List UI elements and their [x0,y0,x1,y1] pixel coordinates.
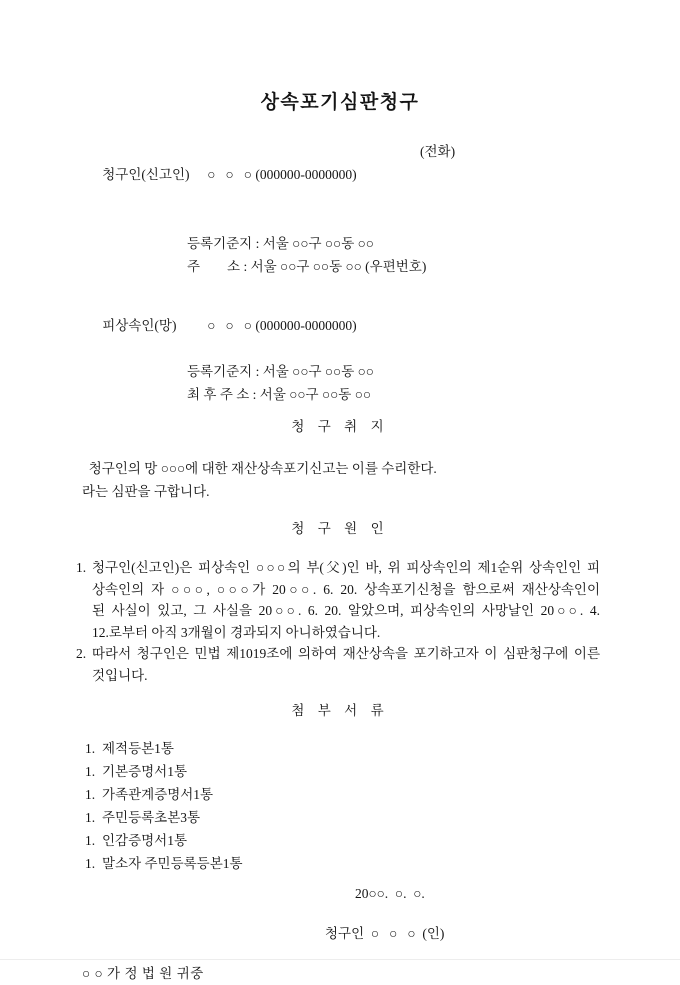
page-bottom-edge [0,959,680,960]
petitioner-name-row [82,140,680,232]
deceased-label: 피상속인(망) [102,318,177,333]
cause-item-2-line: 것입니다. [92,667,148,683]
attachments-list [0,737,680,875]
purport-body [82,457,600,503]
purport-line-2: 라는 심판을 구합니다. [82,484,210,499]
cause-item-2-text [92,643,600,686]
attachment-number: 1. [85,856,96,871]
cause-item-1-text [92,557,600,643]
deceased-registration-base-line: 등록기준지 : 서울 ○○구 ○○동 ○○ [187,364,374,379]
attachment-number: 1. [85,764,96,779]
petitioner-phone-label: (전화) [420,144,456,159]
attachment-label: 제적등본1통 [102,741,174,756]
attachment-number: 1. [85,741,96,756]
petitioner-block [82,140,680,278]
attachment-item [85,760,680,783]
cause-item-1-line: 상속인의 자 ○○○, ○○○가 20○○. 6. 20. 상속포기신청을 함으로써 재산상속인이 [92,581,600,597]
attachment-item [85,806,680,829]
purport-heading: 청 구 취 지 [291,419,389,434]
cause-item-2-number: 2. [76,646,87,661]
attachment-number: 1. [85,833,96,848]
cause-item-2-line: 따라서 청구인은 민법 제1019조에 의하여 재산상속을 포기하고자 이 심판청구에 이른 [92,646,600,661]
attachment-item [85,737,680,760]
attachment-item [85,783,680,806]
date-line: 20○○. ○. ○. [355,886,425,901]
signature-line: 청구인 ○ ○ ○ (인) [325,926,445,941]
cause-item-1-line: 된 사실이 있고, 그 사실을 20○○. 6. 20. 알았으며, 피상속인의 사망날인 20○○. 4. [92,603,600,618]
cause-heading: 청 구 원 인 [291,521,389,536]
cause-list [0,557,680,686]
petitioner-address-line: 주 소 : 서울 ○○구 ○○동 ○○ (우편번호) [187,259,427,274]
attachment-label: 기본증명서1통 [102,764,187,779]
attachment-number: 1. [85,810,96,825]
deceased-name-id: ○ ○ ○ (000000-0000000) [207,318,357,333]
court-addressee-line: ○ ○ 가 정 법 원 귀중 [82,966,204,981]
petitioner-registration-base-line: 등록기준지 : 서울 ○○구 ○○동 ○○ [187,236,374,251]
deceased-last-address-line: 최 후 주 소 : 서울 ○○구 ○○동 ○○ [187,387,372,402]
deceased-name-row [82,291,680,360]
cause-item-2 [76,643,600,686]
attachment-item [85,829,680,852]
cause-item-1-line: 12.로부터 아직 3개월이 경과되지 아니하였습니다. [92,624,381,640]
attachment-label: 주민등록초본3통 [102,810,201,825]
attachment-number: 1. [85,787,96,802]
attachment-label: 가족관계증명서1통 [102,787,214,802]
petitioner-name-id: ○ ○ ○ (000000-0000000) [207,167,357,182]
petitioner-label: 청구인(신고인) [102,167,190,182]
attachments-heading: 첨 부 서 류 [291,703,389,718]
cause-item-1 [76,557,600,643]
purport-line-1: 청구인의 망 ○○○에 대한 재산상속포기신고는 이를 수리한다. [82,461,437,476]
cause-item-1-number: 1. [76,560,87,575]
document-title: 상속포기심판청구 [260,92,420,113]
deceased-block [82,291,680,406]
attachment-item [85,852,680,875]
cause-item-1-line: 청구인(신고인)은 피상속인 ○○○의 부(父)인 바, 위 피상속인의 제1순위 상속인인 피 [92,560,600,575]
attachment-label: 인감증명서1통 [102,833,187,848]
attachment-label: 말소자 주민등록등본1통 [102,856,243,871]
